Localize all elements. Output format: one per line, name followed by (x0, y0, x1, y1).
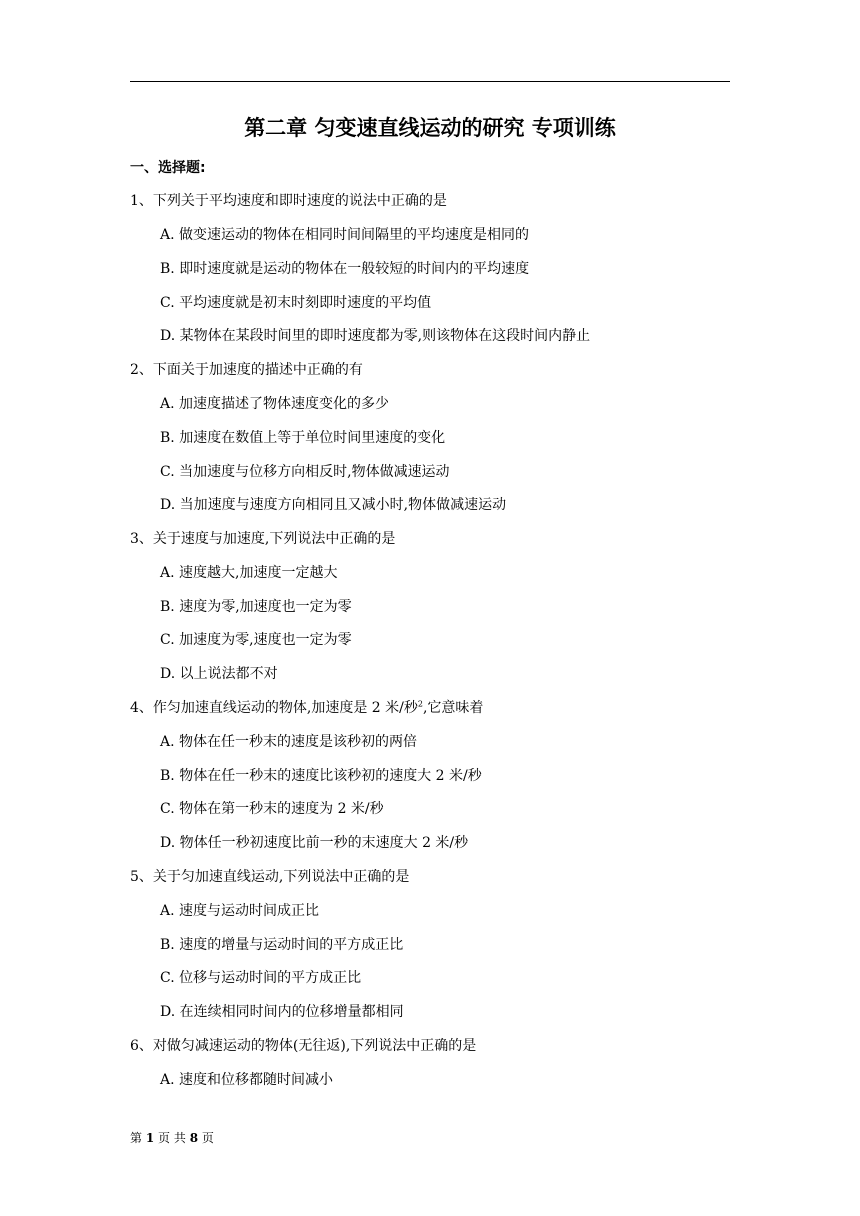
question-option: D. 以上说法都不对 (160, 666, 278, 682)
question-stem (130, 697, 483, 717)
question-option: B. 加速度在数值上等于单位时间里速度的变化 (160, 430, 446, 446)
total-pages: 8 (189, 1131, 199, 1145)
page-footer (130, 1129, 214, 1146)
question-option: A. 加速度描述了物体速度变化的多少 (160, 396, 390, 412)
question-option: D. 当加速度与速度方向相同且又减小时,物体做减速运动 (160, 497, 507, 513)
question-option: C. 平均速度就是初末时刻即时速度的平均值 (160, 295, 432, 311)
question-stem: 2、下面关于加速度的描述中正确的有 (130, 362, 363, 378)
question-option: C. 位移与运动时间的平方成正比 (160, 970, 362, 986)
question-stem: 1、下列关于平均速度和即时速度的说法中正确的是 (130, 193, 447, 209)
question-option: A. 做变速运动的物体在相同时间间隔里的平均速度是相同的 (160, 227, 530, 243)
question-option: C. 物体在第一秒末的速度为 2 米/秒 (160, 801, 384, 817)
question-stem-text: ,它意味着 (422, 700, 484, 716)
question-stem: 6、对做匀减速运动的物体(无往返),下列说法中正确的是 (130, 1038, 477, 1054)
question-stem: 3、关于速度与加速度,下列说法中正确的是 (130, 531, 396, 547)
exponent: 2 (417, 699, 423, 709)
question-option: A. 速度越大,加速度一定越大 (160, 565, 338, 581)
page-number: 1 (145, 1131, 155, 1145)
question-option: A. 速度与运动时间成正比 (160, 903, 320, 919)
question-option: D. 物体任一秒初速度比前一秒的末速度大 2 米/秒 (160, 835, 469, 851)
question-option: C. 当加速度与位移方向相反时,物体做减速运动 (160, 464, 450, 480)
header-rule (130, 81, 730, 82)
question-option: C. 加速度为零,速度也一定为零 (160, 632, 352, 648)
question-option: B. 速度为零,加速度也一定为零 (160, 599, 352, 615)
footer-label: 页 共 (158, 1131, 186, 1145)
question-stem-text: 4、作匀加速直线运动的物体,加速度是 2 米/秒 (130, 700, 418, 716)
question-option: B. 即时速度就是运动的物体在一般较短的时间内的平均速度 (160, 261, 530, 277)
question-option: A. 速度和位移都随时间减小 (160, 1072, 334, 1088)
document-title: 第二章 匀变速直线运动的研究 专项训练 (244, 116, 616, 140)
footer-label: 第 (130, 1131, 143, 1145)
question-option: A. 物体在任一秒末的速度是该秒初的两倍 (160, 734, 418, 750)
footer-label: 页 (201, 1131, 214, 1145)
section-heading: 一、选择题: (130, 160, 206, 176)
question-option: D. 某物体在某段时间里的即时速度都为零,则该物体在这段时间内静止 (160, 328, 591, 344)
question-stem: 5、关于匀加速直线运动,下列说法中正确的是 (130, 869, 410, 885)
question-option: B. 物体在任一秒末的速度比该秒初的速度大 2 米/秒 (160, 768, 482, 784)
question-option: B. 速度的增量与运动时间的平方成正比 (160, 937, 404, 953)
question-option: D. 在连续相同时间内的位移增量都相同 (160, 1004, 404, 1020)
